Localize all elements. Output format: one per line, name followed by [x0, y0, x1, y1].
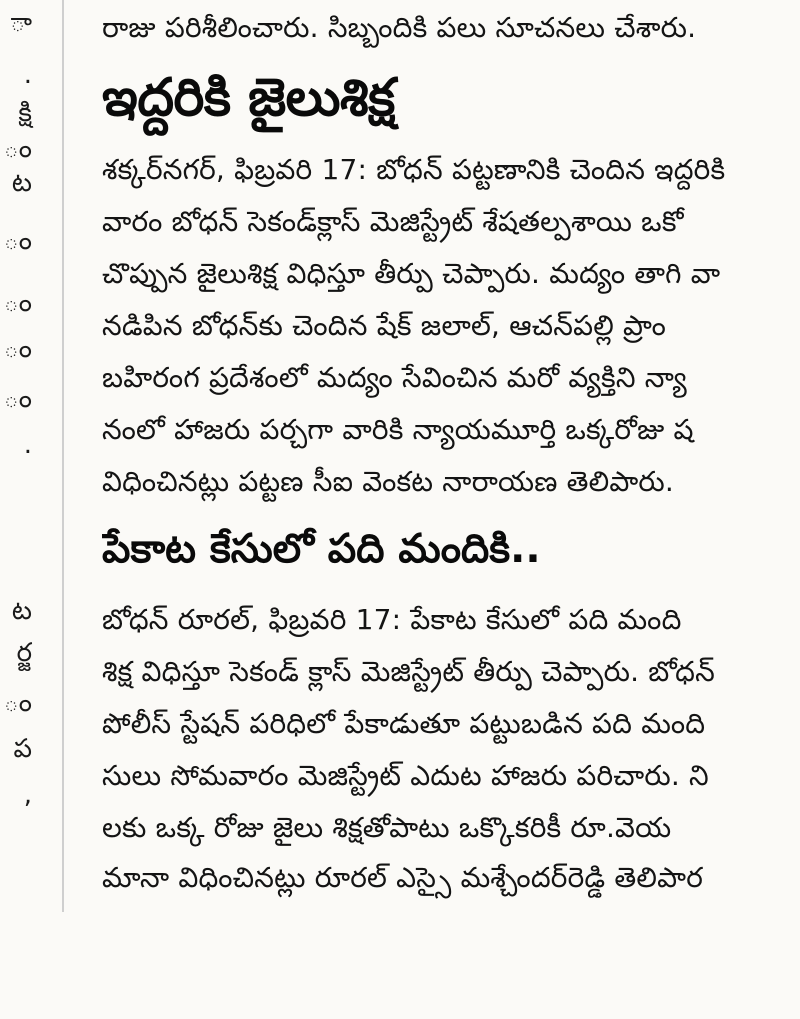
fragment: ట: [11, 168, 32, 198]
fragment: ం: [3, 688, 32, 718]
story1-line: బహిరంగ ప్రదేశంలో మద్యం సేవించిన మరో వ్యక్తిని న్యా: [102, 361, 687, 394]
fragment: ం: [3, 226, 32, 256]
column-divider: [62, 0, 64, 912]
fragment: ా: [10, 8, 32, 38]
story2-line: మానా విధించినట్లు రూరల్ ఎస్సై మశ్చేందర్‌రెడ్డి తెలిపార: [102, 861, 704, 894]
story1-line: వారం బోధన్ సెకండ్‌క్లాస్ మెజిస్ట్రేట్ శేషతల్పశాయి ఒకో: [102, 205, 684, 238]
story2-line: బోధన్ రూరల్, ఫిబ్రవరి 17: పేకాట కేసులో పది మంది: [102, 603, 682, 636]
story1-line: విధించినట్లు పట్టణ సీఐ వెంకట నారాయణ తెలిపారు.: [102, 465, 675, 498]
story2-line: సులు సోమవారం మెజిస్ట్రేట్ ఎదుట హాజరు పరిచారు. ని: [102, 759, 709, 792]
fragment: .: [23, 430, 32, 460]
fragment: ం: [3, 334, 32, 364]
fragment: ,: [23, 780, 32, 810]
story1-line: నడిపిన బోధన్‌కు చెందిన షేక్ జలాల్, ఆచన్‌పల్లి ప్రాం: [102, 309, 666, 342]
fragment: .: [23, 60, 32, 90]
fragment: ం: [3, 134, 32, 164]
article-column: [102, 0, 800, 1019]
intro-line: రాజు పరిశీలించారు. సిబ్బందికి పలు సూచనలు చేశారు.: [102, 11, 697, 44]
story2-line: లకు ఒక్క రోజు జైలు శిక్షతోపాటు ఒక్కొకరికీ రూ.వెయ: [102, 811, 672, 844]
fragment: ర్జ: [16, 638, 32, 668]
story2-line: శిక్ష విధిస్తూ సెకండ్ క్లాస్ మెజిస్ట్రేట్ తీర్పు చెప్పారు. బోధన్: [102, 655, 715, 688]
fragment: ట: [11, 596, 32, 626]
fragment: ం: [3, 288, 32, 318]
story1-line: శక్కర్‌నగర్, ఫిబ్రవరి 17: బోధన్ పట్టణానికి చెందిన ఇద్దరికి: [102, 153, 726, 186]
story1-line: నంలో హాజరు పర్చగా వారికి న్యాయమూర్తి ఒక్కరోజు ష: [102, 413, 694, 446]
story2-headline: పేకాట కేసులో పది మందికి..: [102, 526, 541, 572]
fragment: ం: [3, 384, 32, 414]
fragment: క్షి: [18, 98, 32, 128]
story1-headline: ఇద్దరికి జైలుశిక్ష: [102, 68, 395, 128]
story2-line: పోలీస్ స్టేషన్ పరిధిలో పేకాడుతూ పట్టుబడిన పది మంది: [102, 707, 706, 740]
story1-line: చొప్పున జైలుశిక్ష విధిస్తూ తీర్పు చెప్పారు. మద్యం తాగి వా: [102, 257, 721, 290]
left-column-fragments: [0, 0, 62, 1019]
fragment: ప: [13, 734, 32, 764]
